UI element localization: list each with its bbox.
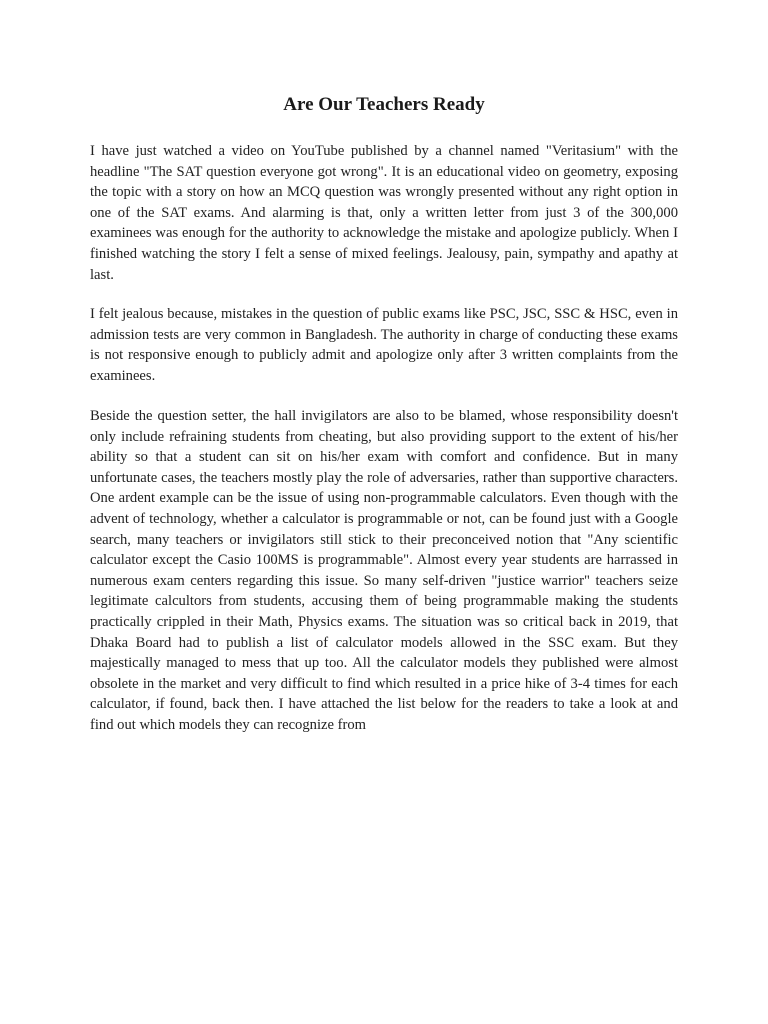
paragraph-1: I have just watched a video on YouTube published by a channel named "Veritasium" with the headline "The SAT question everyone got wrong". It is an educational video on geometry, exposing the topic with a story on how an MCQ question was wrongly presented without any right option in one of the SAT exams. And alarming is that, only a written letter from just 3 of the 300,000 examinees was enough for the authority to acknowledge the mistake and apologize publicly. When I finished watching the story I felt a sense of mixed feelings. Jealousy, pain, sympathy and apathy at last. xyxy=(90,143,678,283)
paragraph-3: Beside the question setter, the hall invigilators are also to be blamed, whose responsibility doesn't only include refraining students from cheating, but also providing support to the extent of his/her ability so that a student can sit on his/her exam with comfort and confidence. But in many unfortunate cases, the teachers mostly play the role of adversaries, rather than supportive characters. One ardent example can be the issue of using non-programmable calculators. Even though with the advent of technology, whether a calculator is programmable or not, can be found just with a Google search, many teachers or invigilators still stick to their preconceived notion that "Any scientific calculator except the Casio 100MS is programmable". Almost every year students are harrassed in numerous exam centers regarding this issue. So many self-driven "justice warrior" teachers seize legitimate calcultors from students, accusing them of being programmable making the students practically crippled in their Math, Physics exams. The situation was so critical back in 2019, that Dhaka Board had to publish a list of calculator models allowed in the SSC exam. But they majestically managed to mess that up too. All the calculator models they published were almost obsolete in the market and very difficult to find which resulted in a price hike of 3-4 times for each calculator, if found, back then. I have attached the list below for the readers to take a look at and find out which models they can recognize from xyxy=(90,408,678,733)
paragraph-2: I felt jealous because, mistakes in the question of public exams like PSC, JSC, SSC & HSC, even in admission tests are very common in Bangladesh. The authority in charge of conducting these exams is not responsive enough to publicly admit and apologize only after 3 written complaints from the examinees. xyxy=(90,306,678,384)
document-title: Are Our Teachers Ready xyxy=(283,94,485,115)
